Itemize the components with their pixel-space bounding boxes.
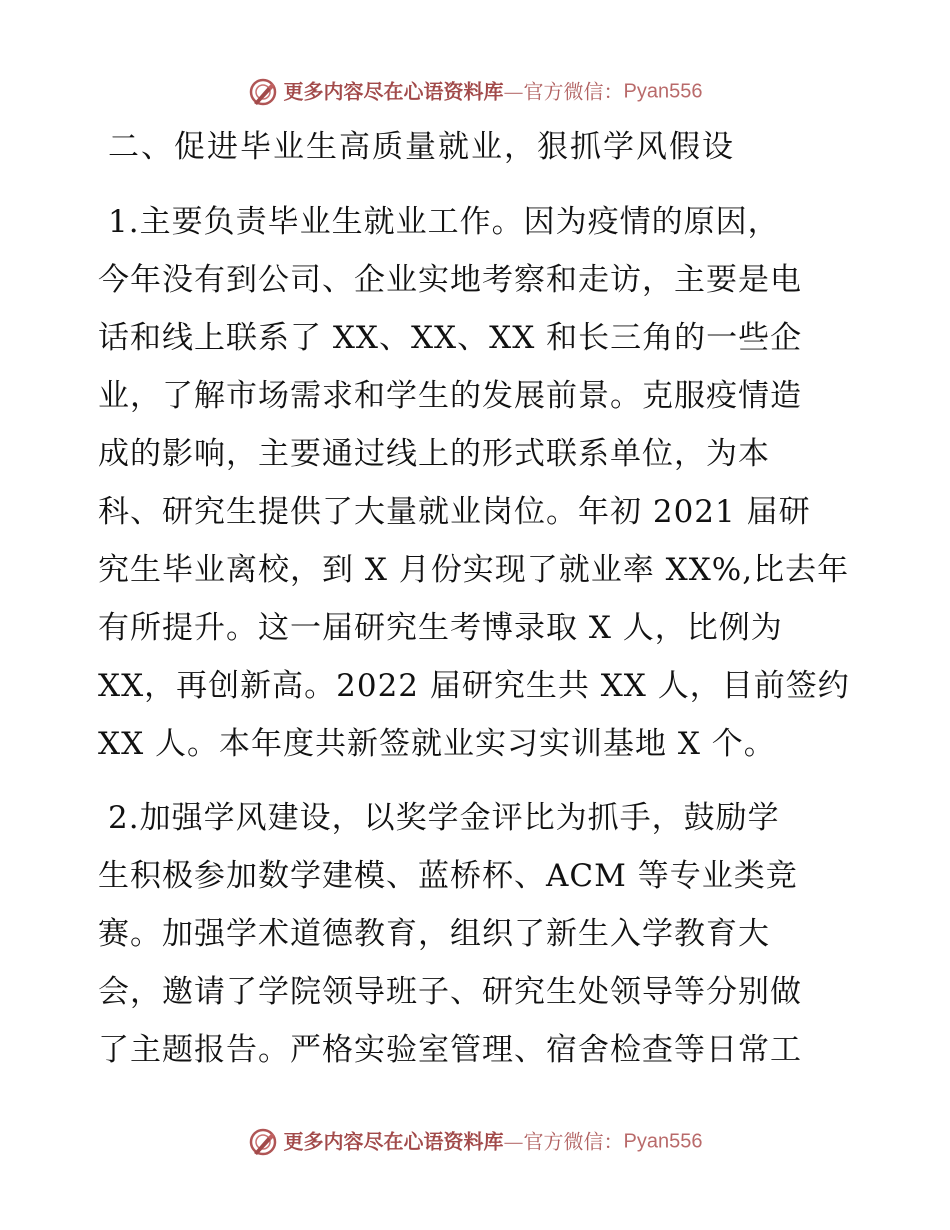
- text-line: XX 人。本年度共新签就业实习实训基地 X 个。: [98, 726, 776, 762]
- text-line: 今年没有到公司、企业实地考察和走访，主要是电: [98, 262, 802, 298]
- watermark-dash: —: [503, 79, 524, 104]
- watermark-dash: —: [503, 1129, 524, 1154]
- text-line: 会，邀请了学院领导班子、研究生处领导等分别做: [98, 974, 802, 1010]
- watermark-text: 更多内容尽在心语资料库: [283, 79, 504, 104]
- watermark-wechat-id: Pyan556: [623, 80, 703, 103]
- watermark-label: 官方微信：: [523, 79, 624, 104]
- text-line: 有所提升。这一届研究生考博录取 X 人，比例为: [98, 610, 783, 646]
- text-line: 究生毕业离校，到 X 月份实现了就业率 XX%,比去年: [98, 552, 850, 588]
- watermark-bottom: [0, 1126, 950, 1157]
- text-line: XX，再创新高。2022 届研究生共 XX 人，目前签约: [98, 668, 850, 704]
- text-line: 了主题报告。严格实验室管理、宿舍检查等日常工: [98, 1032, 802, 1068]
- text-line: 生积极参加数学建模、蓝桥杯、ACM 等专业类竞: [98, 858, 798, 894]
- watermark-text: 更多内容尽在心语资料库: [283, 1129, 504, 1154]
- text-line: 2.加强学风建设，以奖学金评比为抓手，鼓励学: [108, 800, 780, 836]
- watermark-wechat-id: Pyan556: [623, 1130, 703, 1153]
- text-line: 业，了解市场需求和学生的发展前景。克服疫情造: [98, 378, 802, 414]
- text-line: 科、研究生提供了大量就业岗位。年初 2021 届研: [98, 494, 811, 530]
- watermark-top: [0, 76, 950, 107]
- pen-logo-icon: [248, 1127, 278, 1157]
- text-line: 成的影响，主要通过线上的形式联系单位，为本: [98, 436, 770, 472]
- section-heading: 二、促进毕业生高质量就业，狠抓学风假设: [108, 129, 735, 165]
- pen-logo-icon: [248, 77, 278, 107]
- text-line: 赛。加强学术道德教育，组织了新生入学教育大: [98, 916, 770, 952]
- watermark-label: 官方微信：: [523, 1129, 624, 1154]
- text-line: 1.主要负责毕业生就业工作。因为疫情的原因，: [108, 204, 780, 240]
- text-line: 话和线上联系了 XX、XX、XX 和长三角的一些企: [98, 320, 803, 356]
